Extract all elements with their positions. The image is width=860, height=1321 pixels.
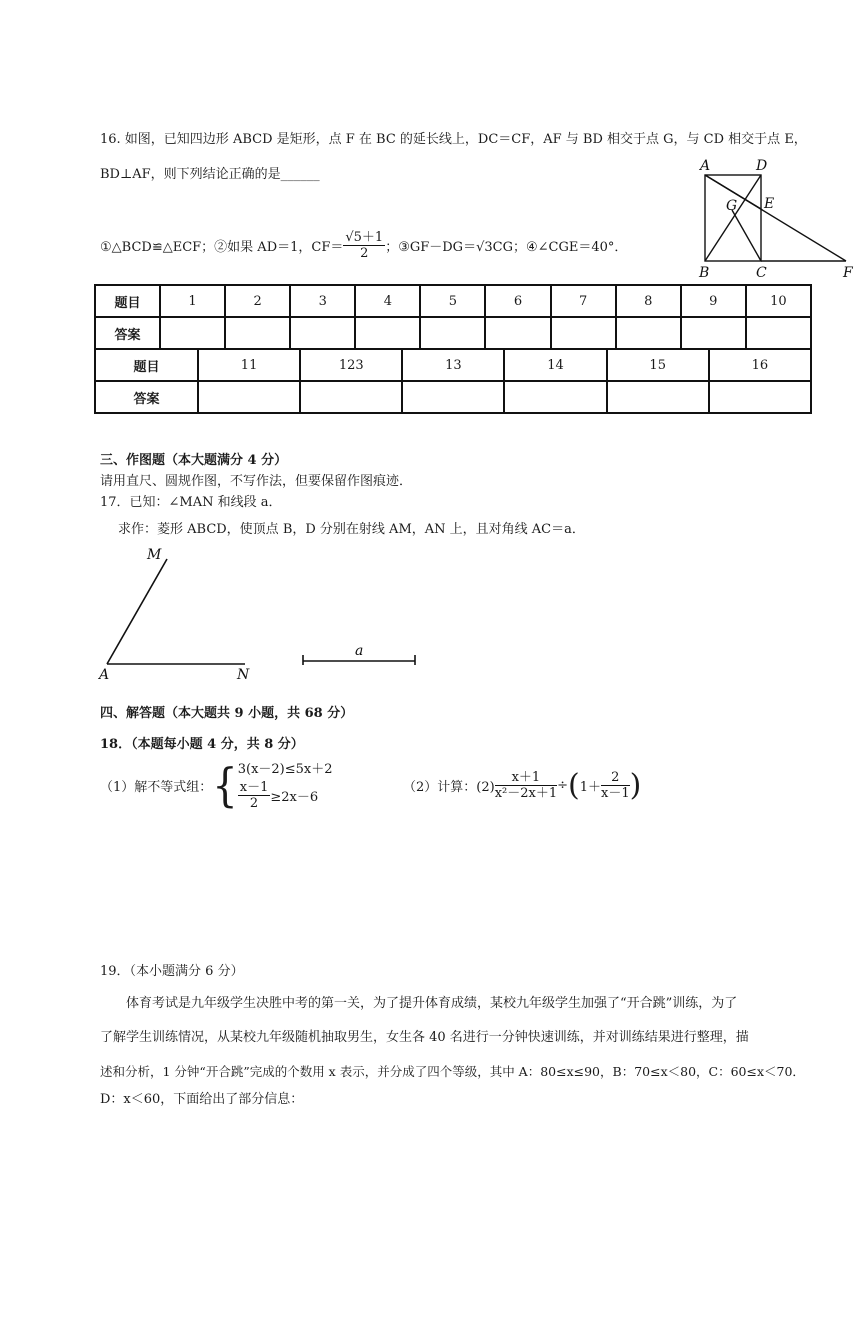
q18-part1-label: （1）解不等式组： xyxy=(100,780,213,795)
inner-prefix: 1＋ xyxy=(579,780,602,795)
answer-cell[interactable] xyxy=(616,317,681,349)
left-paren: ( xyxy=(568,767,580,803)
question-number-cell: 11 xyxy=(198,349,300,381)
answer-cell[interactable] xyxy=(551,317,616,349)
q16-line2: BD⊥AF，则下列结论正确的是______ xyxy=(100,167,320,182)
answer-cell[interactable] xyxy=(746,317,811,349)
table-header-cell: 答案 xyxy=(95,381,198,413)
q17-task: 求作：菱形 ABCD，使顶点 B，D 分别在射线 AM，AN 上，且对角线 AC＝a． xyxy=(118,522,585,537)
answer-cell[interactable] xyxy=(709,381,811,413)
q17-figure xyxy=(95,545,435,685)
answer-cell[interactable] xyxy=(402,381,504,413)
inequality-2 xyxy=(238,780,333,811)
inequality-2-rest: ≥2x－6 xyxy=(270,790,319,805)
q16-option-3: ③GF－DG＝√3CG； xyxy=(398,240,526,255)
answer-table-2 xyxy=(94,348,812,414)
answer-table-2-answer-row xyxy=(95,381,811,413)
answer-table-2-header-row xyxy=(95,349,811,381)
label-f: F xyxy=(843,265,853,281)
q18-part2 xyxy=(403,767,642,803)
answer-cell[interactable] xyxy=(607,381,709,413)
q19-title: 19．（本小题满分 6 分） xyxy=(100,964,244,979)
answer-cell[interactable] xyxy=(198,381,300,413)
section3-instruction: 请用直尺、圆规作图，不写作法，但要保留作图痕迹． xyxy=(100,474,413,489)
q16-option-1: ①△BCD≌△ECF； xyxy=(100,240,215,255)
q19-paragraph-line1: 体育考试是九年级学生决胜中考的第一关，为了提升体育成绩，某校九年级学生加强了“开合跳”训练，为了 xyxy=(126,996,738,1011)
q19-paragraph-line4: D：x＜60，下面给出了部分信息： xyxy=(100,1092,304,1107)
table-header-cell: 题目 xyxy=(95,349,198,381)
section4-title: 四、解答题（本大题共 9 小题，共 68 分） xyxy=(100,706,354,721)
label-a: A xyxy=(700,158,711,174)
q17-given: 17．已知：∠MAN 和线段 a． xyxy=(100,495,282,510)
q16-option-2-denominator: 2 xyxy=(360,246,369,261)
answer-cell[interactable] xyxy=(504,381,606,413)
section3-title: 三、作图题（本大题满分 4 分） xyxy=(100,453,288,468)
answer-cell[interactable] xyxy=(290,317,355,349)
question-number-cell: 123 xyxy=(300,349,402,381)
question-number-cell: 1 xyxy=(160,285,225,317)
inequality-1: 3(x－2)≤5x＋2 xyxy=(237,762,333,777)
q19-paragraph-line2: 了解学生训练情况，从某校九年级随机抽取男生，女生各 40 名进行一分钟快速训练，并对训练结果进行整理，描 xyxy=(100,1030,749,1045)
inequality-system xyxy=(238,760,333,811)
answer-cell[interactable] xyxy=(420,317,485,349)
answer-cell[interactable] xyxy=(485,317,550,349)
division-sign: ÷ xyxy=(557,778,569,793)
question-number-cell: 10 xyxy=(746,285,811,317)
inequality-2-denominator: 2 xyxy=(249,796,259,811)
question-number-cell: 4 xyxy=(355,285,420,317)
question-number-cell: 14 xyxy=(504,349,606,381)
q16-option-2-fraction xyxy=(343,230,385,261)
inequality-2-fraction xyxy=(238,780,271,811)
answer-table-1 xyxy=(94,284,812,350)
question-number-cell: 3 xyxy=(290,285,355,317)
diagonal-bd xyxy=(705,175,761,261)
question-number-cell: 8 xyxy=(616,285,681,317)
label-a-vertex: A xyxy=(99,667,110,683)
question-number-cell: 9 xyxy=(681,285,746,317)
system-brace: { xyxy=(212,759,238,812)
table-header-cell: 题目 xyxy=(95,285,160,317)
label-segment-a: a xyxy=(355,643,364,659)
q18-part2-denominator: x²－2x＋1 xyxy=(494,786,558,801)
answer-cell[interactable] xyxy=(681,317,746,349)
q16-rectangle-figure xyxy=(690,150,860,285)
q18-part2-numerator: x＋1 xyxy=(495,770,557,786)
right-paren: ) xyxy=(629,767,642,803)
question-number-cell: 2 xyxy=(225,285,290,317)
q16-options xyxy=(100,230,627,261)
question-number-cell: 16 xyxy=(709,349,811,381)
inequality-2-numerator: x－1 xyxy=(239,780,269,795)
question-number-cell: 7 xyxy=(551,285,616,317)
question-number-cell: 15 xyxy=(607,349,709,381)
answer-cell[interactable] xyxy=(225,317,290,349)
answer-cell[interactable] xyxy=(300,381,402,413)
q18-part2-fraction xyxy=(495,770,557,801)
question-number-cell: 6 xyxy=(485,285,550,317)
q19-paragraph-line3: 述和分析，1 分钟“开合跳”完成的个数用 x 表示，并分成了四个等级，其中 A：80≤x≤90，B：70≤x＜80，C：60≤x＜70． xyxy=(100,1064,805,1079)
label-d: D xyxy=(756,158,768,174)
inner-denominator: x－1 xyxy=(601,786,630,801)
label-e: E xyxy=(764,196,775,212)
answer-cell[interactable] xyxy=(160,317,225,349)
table-header-cell: 答案 xyxy=(95,317,160,349)
q16-option-4: ④∠CGE＝40°． xyxy=(525,240,628,255)
answer-table-1-answer-row xyxy=(95,317,811,349)
label-c: C xyxy=(756,265,767,281)
q18-part2-label: （2）计算：(2) xyxy=(403,780,495,795)
segment-gc xyxy=(732,210,761,261)
answer-cell[interactable] xyxy=(355,317,420,349)
question-number-cell: 13 xyxy=(402,349,504,381)
label-g: G xyxy=(726,198,738,214)
q16-line1: 16. 如图，已知四边形 ABCD 是矩形，点 F 在 BC 的延长线上，DC＝CF，AF 与 BD 相交于点 G，与 CD 相交于点 E， xyxy=(100,132,807,147)
ray-am xyxy=(107,559,167,664)
label-b: B xyxy=(699,265,710,281)
answer-table-1-header-row xyxy=(95,285,811,317)
inner-numerator: 2 xyxy=(601,770,630,786)
q16-option-2-numerator: √5＋1 xyxy=(345,230,384,245)
label-n: N xyxy=(237,667,250,683)
q16-option-2-prefix: ②如果 AD＝1，CF＝ xyxy=(214,240,344,255)
label-m: M xyxy=(147,547,162,563)
q16-option-2-suffix: ； xyxy=(385,240,399,255)
q18-part1 xyxy=(100,760,333,811)
question-number-cell: 5 xyxy=(420,285,485,317)
inner-fraction xyxy=(601,770,630,801)
q18-title: 18．（本题每小题 4 分，共 8 分） xyxy=(100,737,304,752)
